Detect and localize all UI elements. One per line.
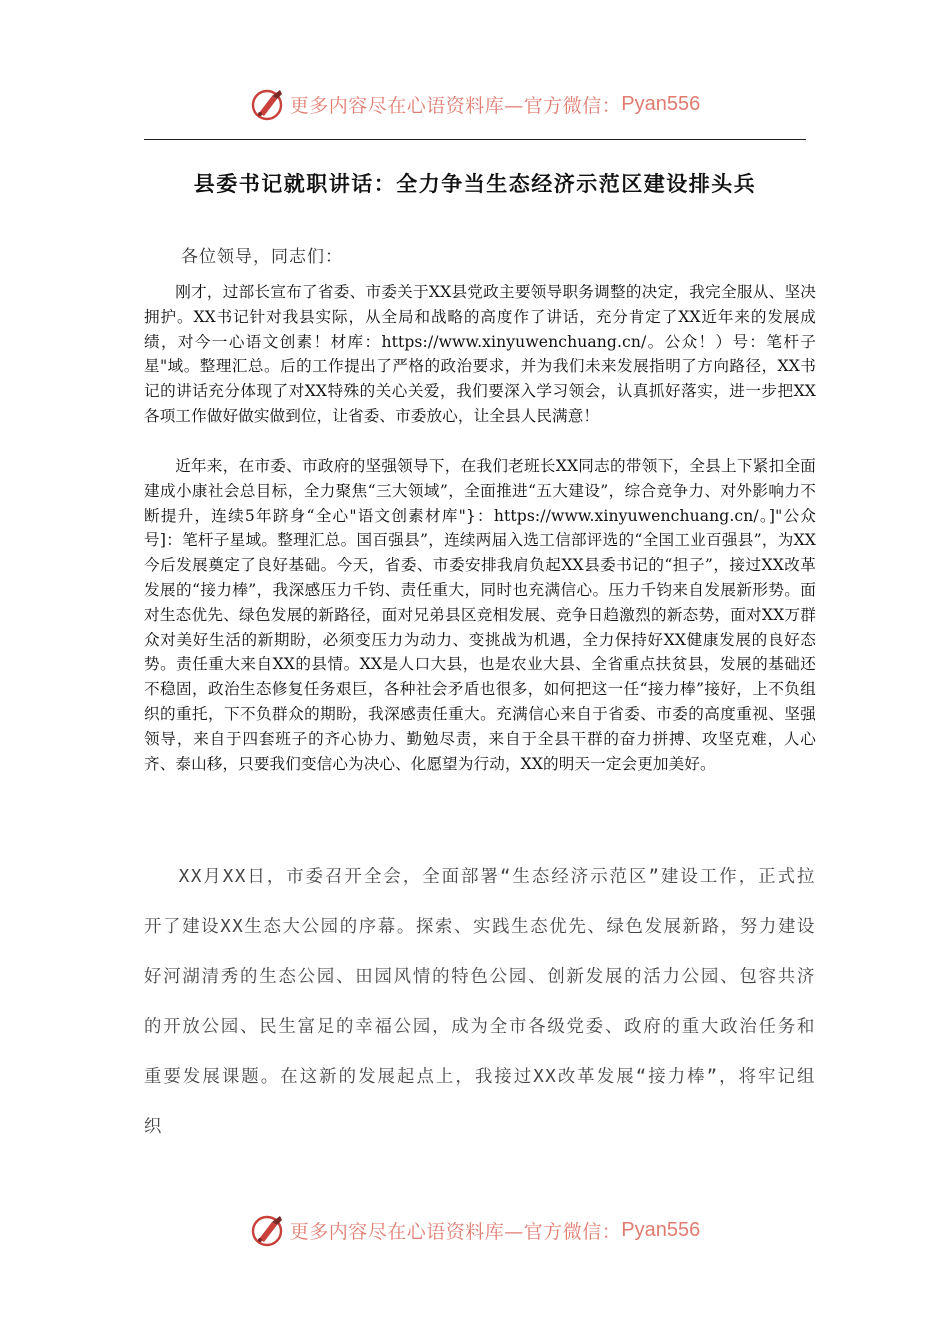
footer-watermark (0, 1208, 950, 1252)
brand-wechat-id: Pyan556 (621, 1218, 701, 1241)
brand-text: 更多内容尽在心语资料库—官方微信： (289, 94, 622, 117)
paragraph-2: 近年来，在市委、市政府的坚强领导下，在我们老班长XX同志的带领下，全县上下紧扣全面建成小康社会总目标，全力聚焦“三大领域”，全面推进“五大建设”，综合竞争力、对外影响力不断提升，连续5年跻身“全心"语文创素材库"}：https://www.xinyuwenchuang.cn/。]"公众号]：笔杆子星域。整理汇总。国百强县”，连续两届入选工信部评选的“全国工业百强县”，为XX今后发展奠定了良好基础。今天，省委、市委安排我肩负起XX县委书记的“担子”，接过XX改革发展的“接力棒”，我深感压力千钧、责任重大，同时也充满信心。压力千钧来自发展新形势。面对生态优先、绿色发展的新路径，面对兄弟县区竞相发展、竞争日趋激烈的新态势，面对XX万群众对美好生活的新期盼，必须变压力为动力、变挑战为机遇，全力保持好XX健康发展的良好态势。责任重大来自XX的县情。XX是人口大县，也是农业大县、全省重点扶贫县，发展的基础还不稳固，政治生态修复任务艰巨，各种社会矛盾也很多，如何把这一任“接力棒”接好，上不负组织的重托，下不负群众的期盼，我深感责任重大。充满信心来自于省委、市委的高度重视、坚强领导，来自于四套班子的齐心协力、勤勉尽责，来自于全县干群的奋力拼搏、攻坚克难，人心齐、泰山移，只要我们变信心为决心、化愿望为行动，XX的明天一定会更加美好。 (144, 457, 816, 773)
brand-text: 更多内容尽在心语资料库—官方微信： (289, 1220, 622, 1243)
brand-wechat-id: Pyan556 (621, 92, 701, 115)
pen-nib-logo-icon (250, 1213, 286, 1247)
greeting: 各位领导，同志们： (181, 247, 343, 267)
header-divider (144, 139, 806, 140)
paragraph-3: XX月XX日，市委召开全会，全面部署“生态经济示范区”建设工作，正式拉开了建设XX生态大公园的序幕。探索、实践生态优先、绿色发展新路，努力建设好河湖清秀的生态公园、田园风情的特色公园、创新发展的活力公园、包容共济的开放公园、民生富足的幸福公园，成为全市各级党委、政府的重大政治任务和重要发展课题。在这新的发展起点上，我接过XX改革发展“接力棒”，将牢记组织 (144, 867, 816, 1137)
pen-nib-logo-icon (250, 87, 286, 121)
header-watermark (0, 82, 950, 126)
paragraph-1: 刚才，过部长宣布了省委、市委关于XX县党政主要领导职务调整的决定，我完全服从、坚决拥护。XX书记针对我县实际，从全局和战略的高度作了讲话，充分肯定了XX近年来的发展成绩，对今一心语文创素！材库：https://www.xinyuwenchuang.cn/。公众！）号：笔杆子星"域。整理汇总。后的工作提出了严格的政治要求，并为我们未来发展指明了方向路径，XX书记的讲话充分体现了对XX特殊的关心关爱，我们要深入学习领会，认真抓好落实，进一步把XX各项工作做好做实做到位，让省委、市委放心，让全县人民满意！ (144, 283, 816, 425)
document-title: 县委书记就职讲话：全力争当生态经济示范区建设排头兵 (193, 171, 757, 196)
